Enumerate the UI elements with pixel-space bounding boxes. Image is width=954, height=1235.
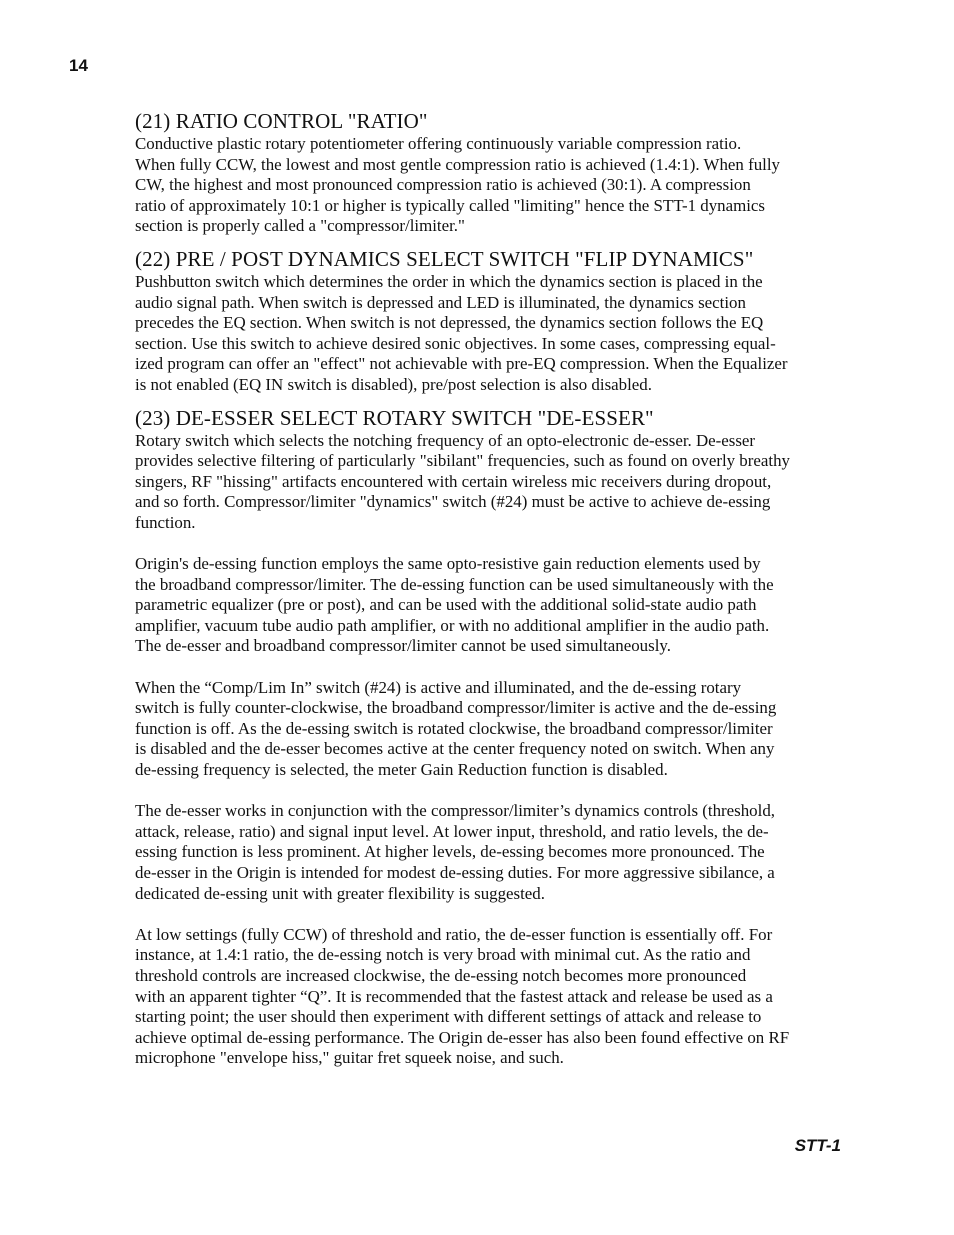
text-line: switch is fully counter-clockwise, the broadband compressor/limiter is active and the de-essing (135, 698, 777, 718)
text-line: achieve optimal de-essing performance. The Origin de-esser has also been found effective on RF (135, 1027, 790, 1047)
section-heading: (23) DE-ESSER SELECT ROTARY SWITCH "DE-ESSER" (135, 405, 654, 430)
text-line: attack, release, ratio) and signal input level. At lower input, threshold, and ratio levels, the de- (135, 821, 769, 841)
section-de-esser (135, 405, 847, 1069)
paragraph (135, 801, 847, 904)
text-line: precedes the EQ section. When switch is not depressed, the dynamics section follows the EQ (135, 313, 764, 333)
text-line: provides selective filtering of particularly "sibilant" frequencies, such as found on overly breathy (135, 451, 790, 471)
text-line: section. Use this switch to achieve desired sonic objectives. In some cases, compressing equal- (135, 333, 776, 353)
text-line: is not enabled (EQ IN switch is disabled), pre/post selection is also disabled. (135, 374, 652, 394)
text-line: dedicated de-essing unit with greater flexibility is suggested. (135, 883, 545, 903)
text-line: function is off. As the de-essing switch is rotated clockwise, the broadband compressor/limiter (135, 718, 773, 738)
text-line: At low settings (fully CCW) of threshold and ratio, the de-esser function is essentially off. For (135, 924, 773, 944)
text-line: threshold controls are increased clockwise, the de-essing notch becomes more pronounced (135, 965, 747, 985)
text-line: essing function is less prominent. At higher levels, de-essing becomes more pronounced. The (135, 842, 765, 862)
text-line: microphone "envelope hiss," guitar fret squeek noise, and such. (135, 1048, 564, 1068)
document-body (135, 108, 847, 1078)
text-line: is disabled and the de-esser becomes active at the center frequency noted on switch. When any (135, 739, 775, 759)
text-line: When the “Comp/Lim In” switch (#24) is active and illuminated, and the de-essing rotary (135, 677, 742, 697)
text-line: amplifier, vacuum tube audio path amplifier, or with no additional amplifier in the audio path. (135, 615, 770, 635)
paragraph (135, 272, 847, 396)
section-heading: (21) RATIO CONTROL "RATIO" (135, 109, 428, 133)
text-line: Origin's de-essing function employs the same opto-resistive gain reduction elements used by (135, 554, 761, 574)
text-line: When fully CCW, the lowest and most gentle compression ratio is achieved (1.4:1). When fully (135, 154, 780, 174)
text-line: Pushbutton switch which determines the order in which the dynamics section is placed in the (135, 271, 763, 291)
text-line: the broadband compressor/limiter. The de-essing function can be used simultaneously with the (135, 574, 774, 594)
paragraph (135, 134, 847, 237)
text-line: de-essing frequency is selected, the meter Gain Reduction function is disabled. (135, 760, 668, 780)
section-flip-dynamics (135, 246, 847, 396)
text-line: ratio of approximately 10:1 or higher is typically called "limiting" hence the STT-1 dynamics (135, 195, 765, 215)
text-line: section is properly called a "compressor/limiter." (135, 216, 465, 236)
text-line: The de-esser works in conjunction with the compressor/limiter’s dynamics controls (threshold, (135, 801, 775, 821)
section-heading: (22) PRE / POST DYNAMICS SELECT SWITCH "FLIP DYNAMICS" (135, 246, 754, 271)
text-line: with an apparent tighter “Q”. It is recommended that the fastest attack and release be used as a (135, 986, 773, 1006)
text-line: and so forth. Compressor/limiter "dynamics" switch (#24) must be active to achieve de-essing (135, 492, 771, 512)
text-line: The de-esser and broadband compressor/limiter cannot be used simultaneously. (135, 636, 671, 656)
paragraph (135, 554, 847, 657)
text-line: ized program can offer an "effect" not achievable with pre-EQ compression. When the Equalizer (135, 354, 788, 374)
paragraph (135, 678, 847, 781)
text-line: Rotary switch which selects the notching frequency of an opto-electronic de-esser. De-esser (135, 430, 756, 450)
text-line: singers, RF "hissing" artifacts encountered with certain wireless mic receivers during dropout, (135, 471, 772, 491)
text-line: parametric equalizer (pre or post), and can be used with the additional solid-state audio path (135, 595, 757, 615)
text-line: de-esser in the Origin is intended for modest de-essing duties. For more aggressive sibilance, a (135, 863, 775, 882)
section-ratio-control (135, 108, 847, 237)
footer-model-label: STT-1 (794, 1136, 841, 1155)
paragraph (135, 925, 847, 1069)
text-line: starting point; the user should then experiment with different settings of attack and release to (135, 1007, 762, 1027)
text-line: function. (135, 512, 196, 532)
text-line: Conductive plastic rotary potentiometer offering continuously variable compression ratio. (135, 134, 742, 153)
page-number: 14 (69, 56, 88, 75)
text-line: instance, at 1.4:1 ratio, the de-essing notch is very broad with minimal cut. As the ratio and (135, 945, 751, 965)
paragraph (135, 431, 847, 534)
text-line: audio signal path. When switch is depressed and LED is illuminated, the dynamics section (135, 292, 746, 312)
text-line: CW, the highest and most pronounced compression ratio is achieved (30:1). A compression (135, 175, 751, 195)
